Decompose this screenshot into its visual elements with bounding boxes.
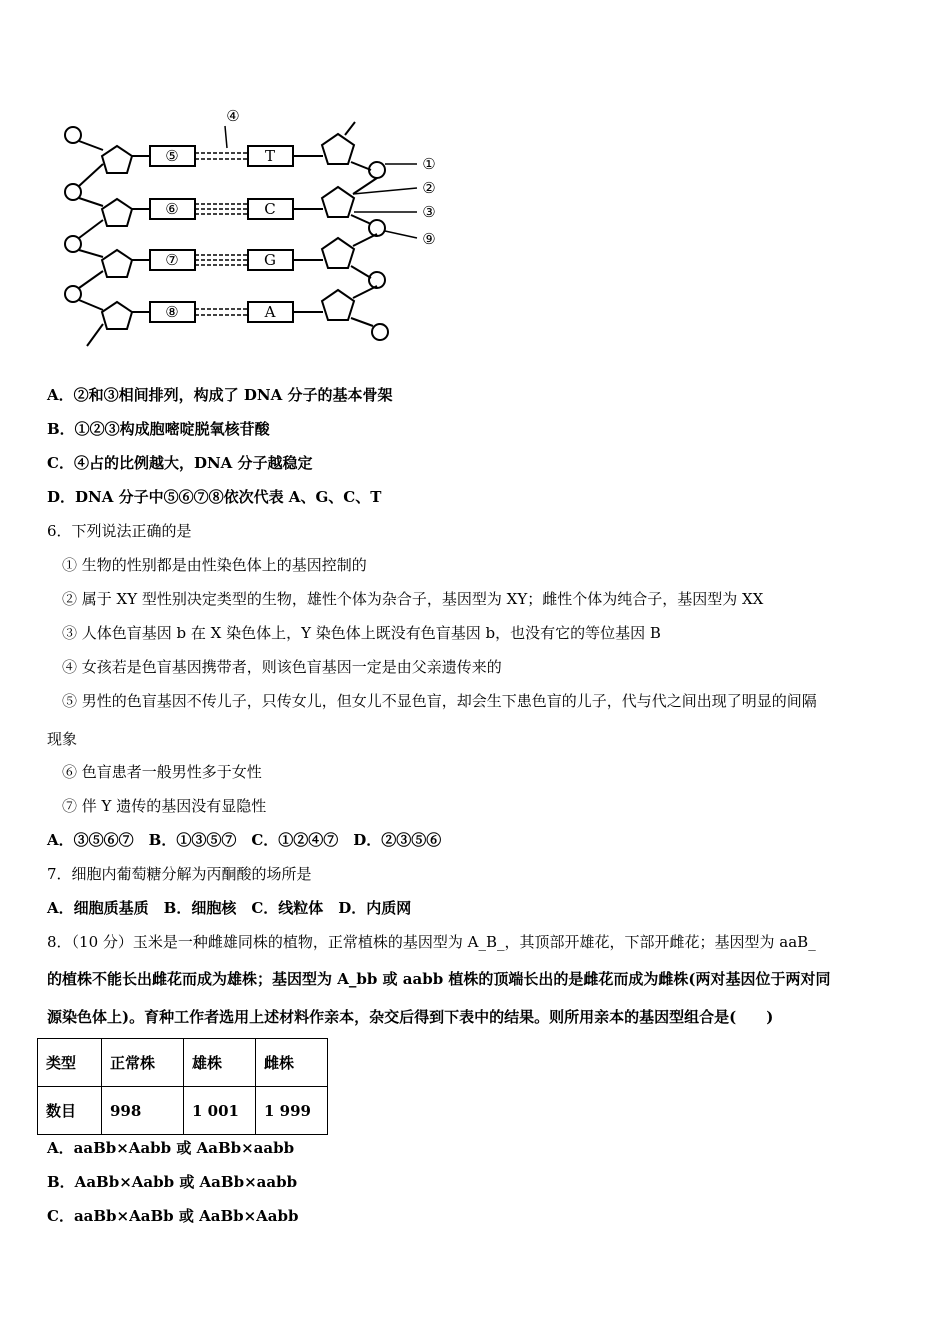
dna-structure-figure	[55, 98, 455, 358]
base-label-right: A	[264, 303, 276, 321]
callout-label: ③	[422, 203, 436, 221]
base-label-right: C	[264, 200, 276, 218]
table-cell: 1 001	[184, 1087, 256, 1135]
table-header-cell: 雄株	[184, 1039, 256, 1087]
q6-statement: ⑤ 男性的色盲基因不传儿子，只传女儿，但女儿不显色盲，却会生下患色盲的儿子，代与代之间出现了明显的间隔	[62, 692, 817, 710]
q5-option-d: D．DNA 分子中⑤⑥⑦⑧依次代表 A、G、C、T	[47, 488, 382, 506]
phosphate-circle	[369, 220, 385, 236]
deoxyribose-pentagon	[102, 199, 132, 226]
q7-options: A．细胞质基质 B．细胞核 C．线粒体 D．内质网	[47, 899, 412, 917]
deoxyribose-pentagon	[322, 290, 354, 320]
callout-label: ⑨	[422, 230, 436, 248]
deoxyribose-pentagon	[322, 134, 354, 164]
q5-option-a: A．②和③相间排列，构成了 DNA 分子的基本骨架	[47, 386, 393, 404]
phosphate-circle	[369, 162, 385, 178]
q5-option-c: C．④占的比例越大，DNA 分子越稳定	[47, 454, 313, 472]
phosphate-circle	[369, 272, 385, 288]
deoxyribose-pentagon	[102, 250, 132, 277]
q6-options: A．③⑤⑥⑦ B．①③⑤⑦ C．①②④⑦ D．②③⑤⑥	[47, 831, 442, 849]
table-header-cell: 类型	[38, 1039, 102, 1087]
q8-option-c: C．aaBb×AaBb 或 AaBb×Aabb	[47, 1207, 299, 1225]
table-row	[38, 1087, 328, 1135]
table-cell: 1 999	[256, 1087, 328, 1135]
q6-statement: ⑥ 色盲患者一般男性多于女性	[62, 763, 262, 781]
callout-label: ①	[422, 155, 436, 173]
base-label-right: G	[264, 251, 276, 269]
deoxyribose-pentagon	[102, 302, 132, 329]
genotype-result-table	[37, 1038, 328, 1135]
q6-statement: ② 属于 XY 型性别决定类型的生物，雄性个体为杂合子，基因型为 XY；雌性个体为纯合子，基因型为 XX	[62, 590, 764, 608]
q6-statement: ④ 女孩若是色盲基因携带者，则该色盲基因一定是由父亲遗传来的	[62, 658, 502, 676]
q8-stem-line: 源染色体上)。育种工作者选用上述材料作亲本，杂交后得到下表中的结果。则所用亲本的基因型组合是( )	[47, 1008, 774, 1026]
table-cell: 数目	[38, 1087, 102, 1135]
deoxyribose-pentagon	[102, 146, 132, 173]
base-label-right: T	[264, 147, 276, 165]
q6-statement: ③ 人体色盲基因 b 在 X 染色体上，Y 染色体上既没有色盲基因 b，也没有它的等位基因 B	[62, 624, 661, 642]
phosphate-circle	[65, 184, 81, 200]
base-label-left: ⑥	[165, 200, 179, 218]
callout-label: ②	[422, 179, 436, 197]
deoxyribose-pentagon	[322, 238, 354, 268]
base-label-left: ⑧	[165, 303, 179, 321]
q5-option-b: B．①②③构成胞嘧啶脱氧核苷酸	[47, 420, 270, 438]
phosphate-circle	[65, 286, 81, 302]
phosphate-circle	[372, 324, 388, 340]
q6-stem: 6．下列说法正确的是	[47, 522, 192, 540]
phosphate-circle	[65, 127, 81, 143]
base-label-left: ⑤	[165, 147, 179, 165]
table-cell: 998	[102, 1087, 184, 1135]
q8-stem-line: 的植株不能长出雌花而成为雄株；基因型为 A_bb 或 aabb 植株的顶端长出的是雌花而成为雌株(两对基因位于两对同	[47, 970, 831, 988]
q6-statement-cont: 现象	[47, 730, 78, 748]
q6-statement: ⑦ 伴 Y 遗传的基因没有显隐性	[62, 797, 267, 815]
q7-stem: 7．细胞内葡萄糖分解为丙酮酸的场所是	[47, 865, 312, 883]
q8-option-a: A．aaBb×Aabb 或 AaBb×aabb	[47, 1139, 295, 1157]
q8-stem-line: 8．（10 分）玉米是一种雌雄同株的植物，正常植株的基因型为 A_B_，其顶部开雄花，下部开雌花；基因型为 aaB_	[47, 933, 816, 951]
table-header-cell: 雌株	[256, 1039, 328, 1087]
phosphate-circle	[65, 236, 81, 252]
table-header-row	[38, 1039, 328, 1087]
table-header-cell: 正常株	[102, 1039, 184, 1087]
q8-option-b: B．AaBb×Aabb 或 AaBb×aabb	[47, 1173, 298, 1191]
q6-statement: ① 生物的性别都是由性染色体上的基因控制的	[62, 556, 367, 574]
base-label-left: ⑦	[165, 251, 179, 269]
deoxyribose-pentagon	[322, 187, 354, 217]
callout-label: ④	[226, 107, 240, 125]
